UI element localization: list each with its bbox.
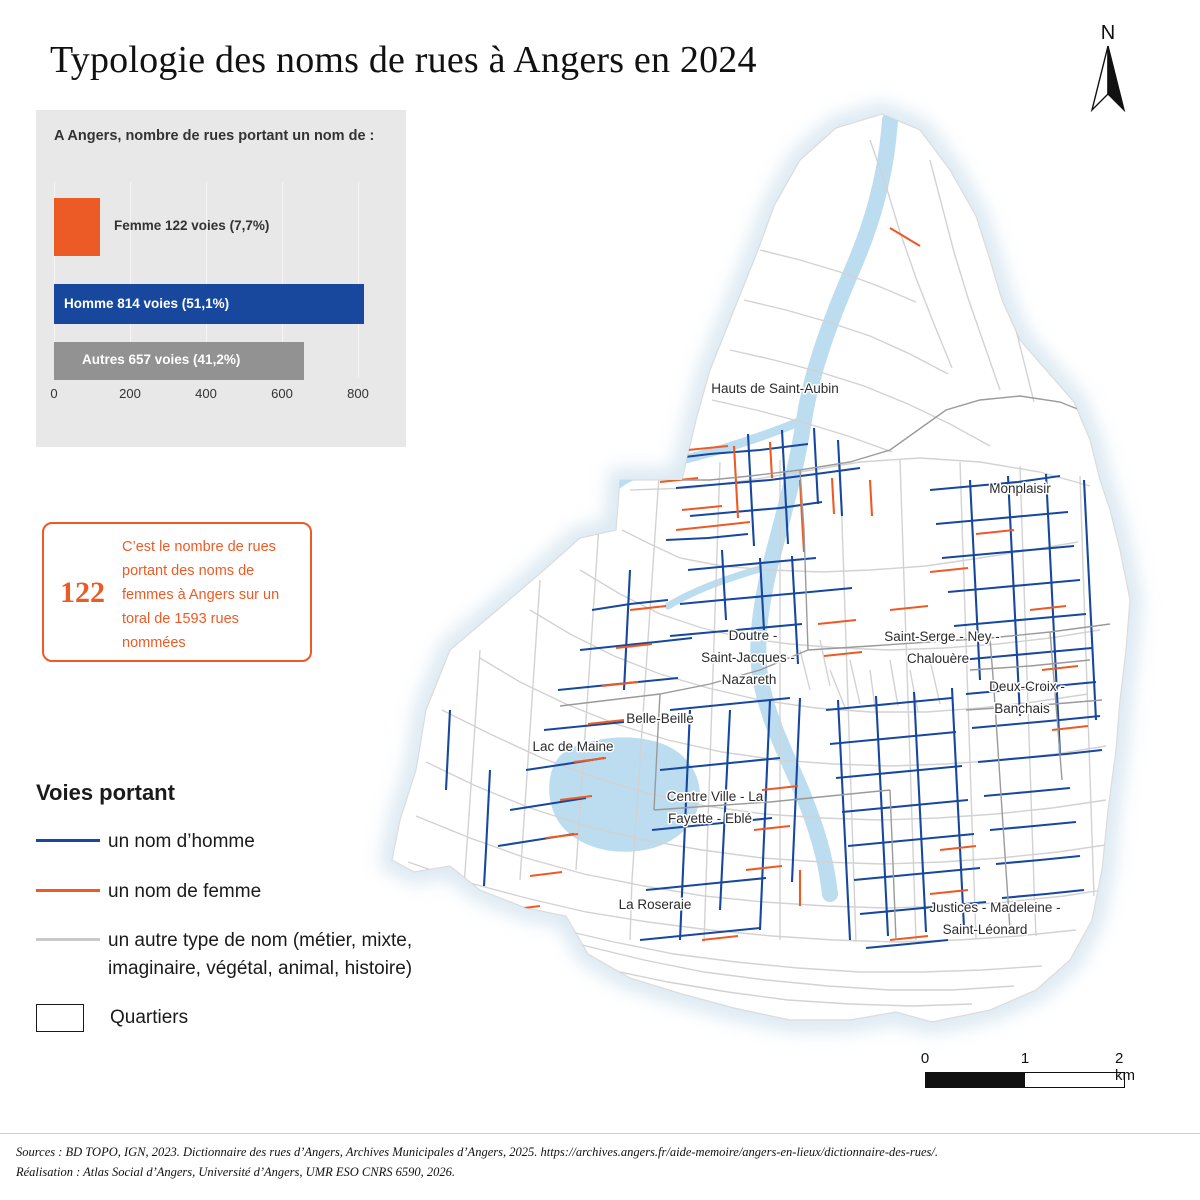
legend-label-autre: un autre type de nom (métier, mixte, imaginaire, végétal, animal, histoire): [108, 930, 413, 979]
divider: [0, 1133, 1200, 1134]
legend-item-femme: [36, 878, 436, 906]
north-label: N: [1100, 22, 1116, 44]
sources-line-2: Réalisation : Atlas Social d’Angers, Université d’Angers, UMR ESO CNRS 6590, 2026.: [16, 1165, 455, 1179]
svg-text:Monplaisir: Monplaisir: [989, 481, 1051, 496]
legend-label-homme: un nom d’homme: [108, 831, 255, 852]
line-swatch-grey-icon: [36, 929, 100, 949]
line-swatch-blue-icon: [36, 830, 100, 850]
chart-x-axis: [50, 386, 384, 406]
scale-seg-2: [1025, 1073, 1124, 1087]
scale-tick-2: 2 km: [1115, 1050, 1135, 1084]
map-svg: [330, 10, 1200, 1100]
legend-label-quartiers: Quartiers: [110, 1007, 189, 1029]
line-swatch-orange-icon: [36, 880, 100, 900]
tick-800: 800: [347, 386, 369, 401]
highlight-callout: [42, 522, 312, 662]
scale-tick-0: 0: [920, 1050, 930, 1067]
svg-text:Nazareth: Nazareth: [721, 672, 777, 687]
legend-title: Voies portant: [36, 780, 175, 805]
svg-text:Centre Ville - La: Centre Ville - La: [666, 789, 764, 804]
svg-text:Doutre -: Doutre -: [728, 628, 778, 643]
map-legend: [36, 780, 436, 1054]
svg-text:Lac de Maine: Lac de Maine: [532, 739, 614, 754]
box-swatch-quartier-icon: [36, 1004, 84, 1032]
svg-text:Fayette - Eblé: Fayette - Eblé: [667, 811, 753, 826]
svg-text:Saint-Jacques -: Saint-Jacques -: [701, 650, 795, 665]
svg-text:Hauts de Saint-Aubin: Hauts de Saint-Aubin: [711, 381, 839, 396]
highlight-number: 122: [60, 576, 105, 609]
svg-text:Saint-Serge - Ney -: Saint-Serge - Ney -: [884, 629, 1000, 644]
chart-title: A Angers, nombre de rues portant un nom de :: [54, 128, 375, 144]
sources-line-1: Sources : BD TOPO, IGN, 2023. Dictionnaire des rues d’Angers, Archives Municipales d’Angers, 2025. https://archives.angers.fr/aide-memoire/angers-en-lieux/dictionnaire-des-rues/.: [16, 1145, 938, 1159]
highlight-text: C’est le nombre de rues portant des noms de femmes à Angers sur un toral de 1593 rues nommées: [122, 539, 280, 651]
svg-text:Justices - Madeleine -: Justices - Madeleine -: [929, 900, 1061, 915]
tick-600: 600: [271, 386, 293, 401]
legend-item-homme: [36, 828, 436, 856]
tick-0: 0: [50, 386, 58, 401]
stat-chart-panel: [36, 110, 406, 447]
svg-text:Banchais: Banchais: [994, 701, 1050, 716]
scale-tick-1: 1: [1020, 1050, 1030, 1067]
legend-item-quartiers: [36, 1004, 436, 1032]
bar-label-homme: Homme 814 voies (51,1%): [64, 296, 230, 311]
bar-label-femme: Femme 122 voies (7,7%): [114, 218, 270, 233]
legend-item-autre: [36, 927, 436, 982]
sources-block: [16, 1142, 1184, 1182]
svg-text:La Roseraie: La Roseraie: [618, 897, 692, 912]
legend-label-femme: un nom de femme: [108, 880, 262, 902]
scale-bar-graphic: [925, 1072, 1125, 1088]
tick-200: 200: [119, 386, 141, 401]
svg-text:Saint-Léonard: Saint-Léonard: [942, 922, 1028, 937]
scale-bar: [920, 1050, 1135, 1088]
bar-label-autres: Autres 657 voies (41,2%): [82, 352, 241, 367]
tick-400: 400: [195, 386, 217, 401]
svg-text:Chalouère: Chalouère: [906, 651, 970, 666]
map-canvas[interactable]: [330, 10, 1200, 1100]
svg-text:Belle-Beille: Belle-Beille: [626, 711, 694, 726]
gridline-800: [358, 182, 359, 377]
bar-femme: [54, 198, 100, 256]
page-title: Typologie des noms de rues à Angers en 2024: [50, 39, 757, 81]
svg-text:Deux-Croix -: Deux-Croix -: [989, 679, 1065, 694]
scale-seg-1: [926, 1073, 1025, 1087]
chart-plot: [50, 182, 384, 412]
scale-numbers: [920, 1050, 1135, 1084]
